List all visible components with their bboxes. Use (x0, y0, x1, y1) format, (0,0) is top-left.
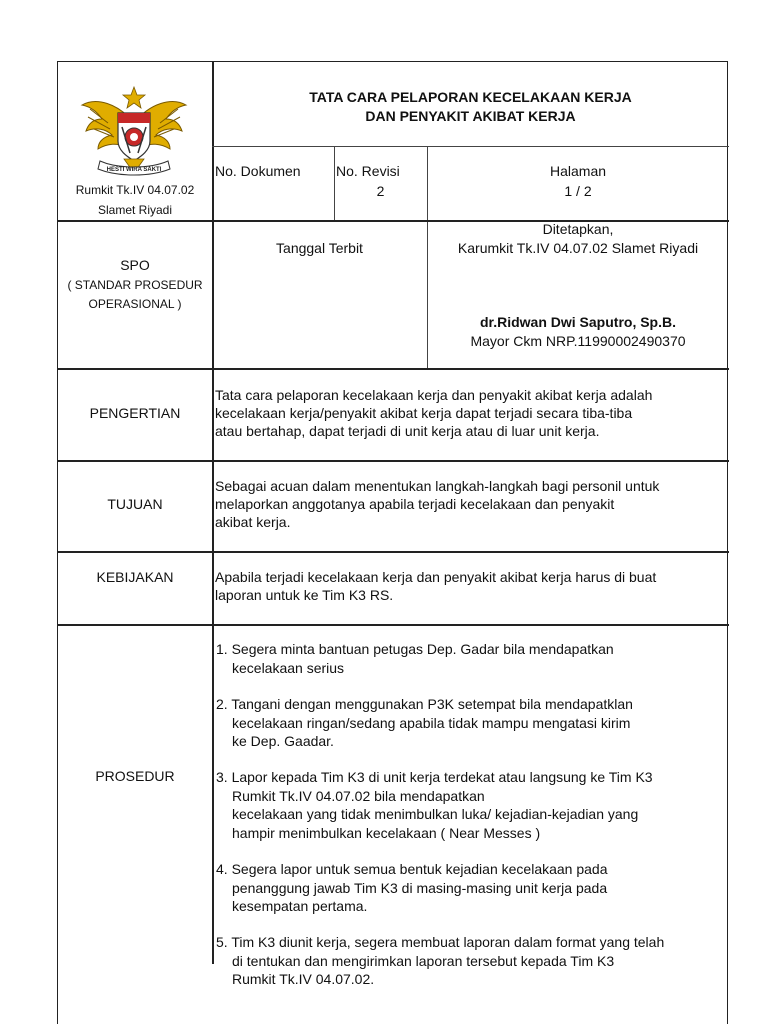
tujuan-text-line2: melaporkan anggotanya apabila terjadi kecelakaan dan penyakit (215, 496, 615, 512)
kebijakan-label: KEBIJAKAN (96, 569, 174, 585)
halaman-value: 1 / 2 (564, 183, 592, 199)
spo-subtitle-line2: OPERASIONAL ) (88, 297, 182, 311)
pengertian-bottom-line (58, 460, 729, 462)
prosedur-step-2-line2: kecelakaan ringan/sedang apabila tidak mampu mengatasi kirim (232, 715, 631, 731)
prosedur-step-1-line2: kecelakaan serius (232, 660, 345, 676)
institution-line1: Rumkit Tk.IV 04.07.02 (75, 183, 195, 197)
tanggal-terbit-label: Tanggal Terbit (276, 240, 363, 256)
prosedur-step-5-line1: 5. Tim K3 diunit kerja, segera membuat laporan dalam format yang telah (216, 934, 665, 950)
halaman-label: Halaman (549, 163, 607, 179)
prosedur-step-1-line1: 1. Segera minta bantuan petugas Dep. Gadar bila mendapatkan (216, 641, 614, 657)
pengertian-text-line1: Tata cara pelaporan kecelakaan kerja dan penyakit akibat kerja adalah (215, 387, 653, 403)
spo-document (57, 61, 728, 1024)
prosedur-step-3-line2: Rumkit Tk.IV 04.07.02 bila mendapatkan (232, 788, 485, 804)
ditetapkan-label: Ditetapkan, (542, 221, 614, 237)
pengertian-text-line2: kecelakaan kerja/penyakit akibat kerja dapat terjadi secara tiba-tiba (215, 405, 633, 421)
tujuan-label: TUJUAN (107, 496, 163, 512)
spo-bottom-line (58, 368, 729, 370)
prosedur-label: PROSEDUR (95, 768, 175, 784)
prosedur-step-2-line3: ke Dep. Gaadar. (232, 733, 334, 749)
signer-rank: Mayor Ckm NRP.11990002490370 (470, 333, 686, 349)
prosedur-step-4-line1: 4. Segera lapor untuk semua bentuk kejadian kecelakaan pada (216, 861, 608, 877)
prosedur-step-5-line2: di tentukan dan mengirimkan laporan tersebut kepada Tim K3 (232, 953, 615, 969)
tujuan-bottom-line (58, 551, 729, 553)
pengertian-text-line3: atau bertahap, dapat terjadi di unit kerja atau di luar unit kerja. (215, 423, 600, 439)
spo-subtitle-line1: ( STANDAR PROSEDUR (67, 278, 203, 292)
prosedur-step-3-line3: kecelakaan yang tidak menimbulkan luka/ kejadian-kejadian yang (232, 806, 639, 822)
title-bottom-line (212, 146, 729, 147)
kebijakan-text-line1: Apabila terjadi kecelakaan kerja dan penyakit akibat kerja harus di buat (215, 569, 657, 585)
ditetapkan-by: Karumkit Tk.IV 04.07.02 Slamet Riyadi (457, 240, 699, 256)
document-title-line1: TATA CARA PELAPORAN KECELAKAAN KERJA (309, 89, 632, 105)
spo-label: SPO (120, 257, 150, 273)
prosedur-step-4-line3: kesempatan pertama. (232, 898, 368, 914)
no-revisi-value: 2 (376, 183, 385, 199)
pengertian-label: PENGERTIAN (89, 405, 181, 421)
kebijakan-text-line2: laporan untuk ke Tim K3 RS. (215, 587, 394, 603)
no-revisi-label: No. Revisi (336, 163, 400, 179)
tujuan-text-line1: Sebagai acuan dalam menentukan langkah-langkah bagi personil untuk (215, 478, 660, 494)
label-column-divider (212, 62, 214, 964)
no-dokumen-label: No. Dokumen (215, 163, 301, 179)
svg-text:HESTI WIRA SAKTI: HESTI WIRA SAKTI (106, 167, 162, 173)
prosedur-step-3-line1: 3. Lapor kepada Tim K3 di unit kerja terdekat atau langsung ke Tim K3 (216, 769, 653, 785)
kebijakan-bottom-line (58, 624, 729, 626)
signer-name: dr.Ridwan Dwi Saputro, Sp.B. (479, 314, 676, 330)
prosedur-step-4-line2: penanggung jawab Tim K3 di masing-masing unit kerja pada (232, 880, 608, 896)
institution-line2: Slamet Riyadi (97, 203, 173, 217)
tujuan-text-line3: akibat kerja. (215, 514, 291, 530)
prosedur-step-2-line1: 2. Tangani dengan menggunakan P3K setempat bila mendapatklan (216, 696, 633, 712)
document-title-line2: DAN PENYAKIT AKIBAT KERJA (365, 108, 576, 124)
prosedur-step-3-line4: hampir menimbulkan kecelakaan ( Near Messes ) (232, 825, 541, 841)
garuda-emblem-logo (78, 83, 190, 181)
prosedur-step-5-line3: Rumkit Tk.IV 04.07.02. (232, 971, 375, 987)
